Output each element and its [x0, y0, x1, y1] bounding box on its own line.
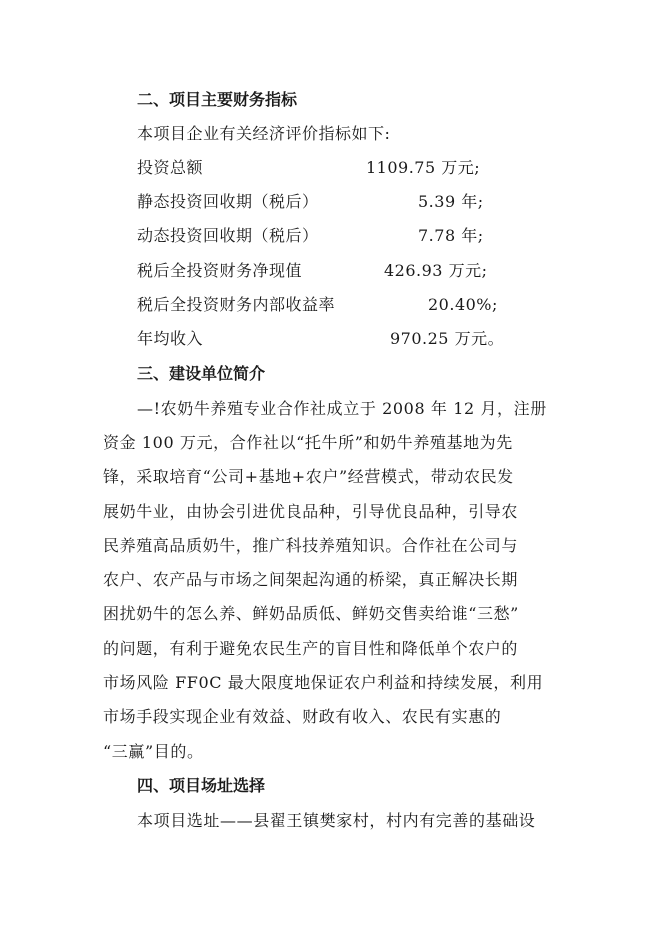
fin-item-label: 动态投资回收期（税后）: [137, 226, 319, 245]
paragraph-line: 农户、农产品与市场之间架起沟通的桥梁，真正解决长期: [103, 570, 519, 589]
fin-item-label: 静态投资回收期（税后）: [137, 192, 319, 211]
paragraph-line: 困扰奶牛的怎么养、鲜奶品质低、鲜奶交售卖给谁“三愁”: [103, 604, 519, 623]
paragraph-line: —!农奶牛养殖专业合作社成立于 2008 年 12 月，注册: [137, 399, 547, 418]
paragraph-line: 民养殖高品质奶牛，推广科技养殖知识。合作社在公司与: [103, 536, 519, 555]
section-2-heading: 二、项目主要财务指标: [137, 90, 298, 109]
fin-item-value: 1109.75 万元;: [366, 158, 481, 177]
fin-item-value: 970.25 万元。: [390, 329, 505, 348]
section-3-heading: 三、建设单位简介: [137, 364, 266, 383]
section-4-heading: 四、项目场址选择: [137, 776, 266, 795]
paragraph-line: “三赢”目的。: [103, 742, 204, 761]
fin-item-value: 20.40%;: [428, 295, 498, 314]
paragraph-line: 锋，采取培育“公司+基地+农户”经营模式，带动农民发: [103, 467, 514, 486]
fin-item-value: 426.93 万元;: [384, 261, 488, 280]
fin-item-value: 7.78 年;: [418, 226, 484, 245]
paragraph-line: 市场风险 FF0C 最大限度地保证农户利益和持续发展，利用: [103, 673, 544, 692]
paragraph-line: 资金 100 万元，合作社以“托牛所”和奶牛养殖基地为先: [103, 433, 513, 452]
paragraph-line: 的问题，有利于避免农民生产的盲目性和降低单个农户的: [103, 639, 519, 658]
fin-item-label: 税后全投资财务净现值: [137, 261, 303, 280]
fin-item-value: 5.39 年;: [418, 192, 484, 211]
section-2-intro: 本项目企业有关经济评价指标如下:: [137, 124, 391, 143]
fin-item-label: 税后全投资财务内部收益率: [137, 295, 336, 314]
paragraph-line: 展奶牛业，由协会引进优良品种，引导优良品种，引导农: [103, 502, 519, 521]
fin-item-label: 投资总额: [137, 158, 204, 177]
paragraph-line: 市场手段实现企业有效益、财政有收入、农民有实惠的: [103, 707, 502, 726]
paragraph-line: 本项目选址——县翟王镇樊家村，村内有完善的基础设: [137, 811, 536, 830]
fin-item-label: 年均收入: [137, 329, 204, 348]
